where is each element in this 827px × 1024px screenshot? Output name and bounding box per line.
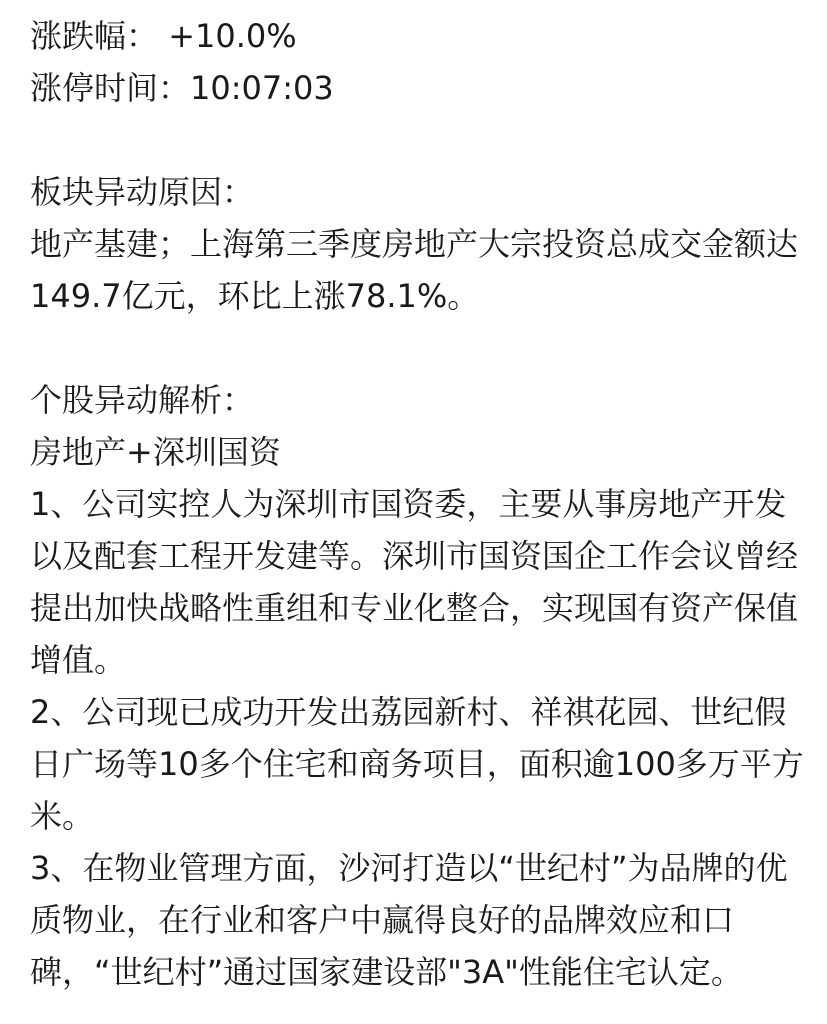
document-body — [30, 10, 810, 998]
limit-time-label: 涨停时间： — [30, 69, 191, 107]
spacer — [30, 114, 810, 166]
limit-time-row — [30, 62, 810, 114]
sector-text: 地产基建；上海第三季度房地产大宗投资总成交金额达149.7亿元，环比上涨78.1%。 — [30, 225, 799, 315]
spacer — [30, 322, 810, 374]
sector-heading: 板块异动原因： — [30, 173, 255, 211]
stock-subheading: 房地产+深圳国资 — [30, 433, 281, 471]
stock-heading: 个股异动解析： — [30, 381, 255, 419]
limit-time-value: 10:07:03 — [190, 69, 334, 107]
change-value: +10.0% — [168, 17, 297, 55]
stock-point-1: 1、公司实控人为深圳市国资委，主要从事房地产开发以及配套工程开发建等。深圳市国资国企工作会议曾经提出加快战略性重组和专业化整合，实现国有资产保值增值。 — [30, 485, 799, 679]
change-row — [30, 10, 810, 62]
stock-point-2: 2、公司现已成功开发出荔园新村、祥祺花园、世纪假日广场等10多个住宅和商务项目，面积逾100多万平方米。 — [30, 693, 804, 835]
change-label: 涨跌幅： — [30, 17, 159, 55]
stock-point-3: 3、在物业管理方面，沙河打造以“世纪村”为品牌的优质物业，在行业和客户中赢得良好的品牌效应和口碑，“世纪村”通过国家建设部"3A"性能住宅认定。 — [30, 849, 788, 991]
